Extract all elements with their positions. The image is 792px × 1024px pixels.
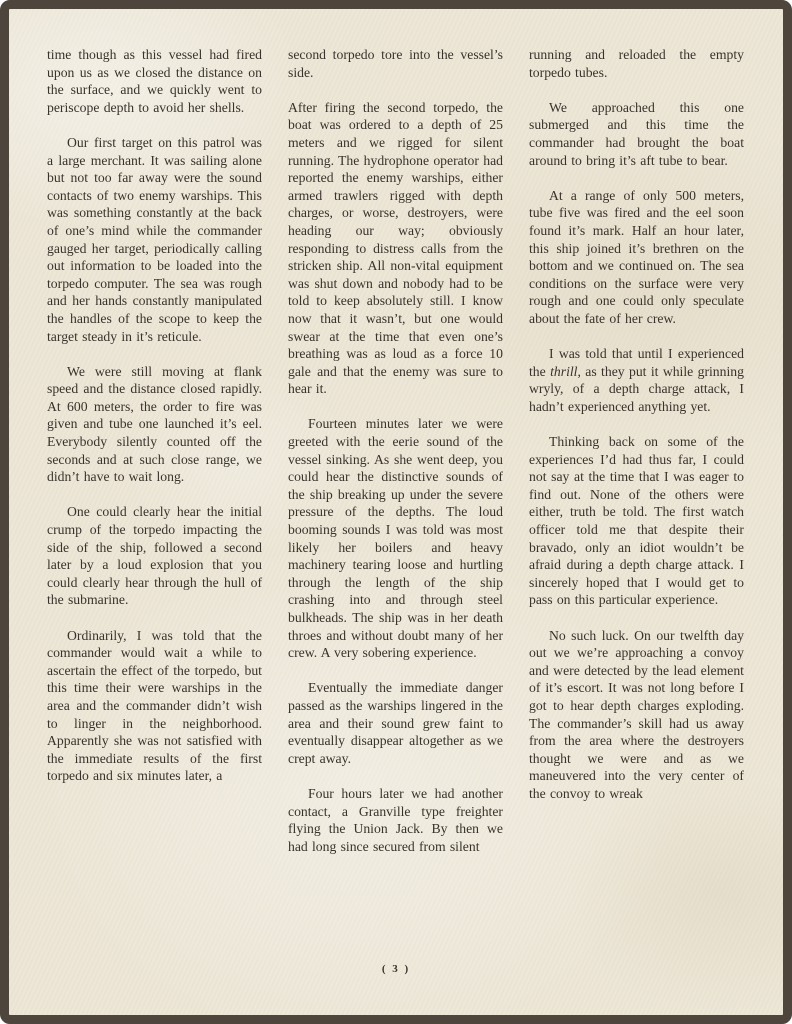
text-column-2 (288, 46, 503, 873)
paragraph: I was told that until I experienced the thrill, as they put it while grinning wryly, of a depth charge attack, I hadn’t experienced anything yet. (529, 346, 744, 414)
paragraph: We were still moving at flank speed and the distance closed rapidly. At 600 meters, the order to fire was given and tube one launched it’s eel. Everybody silently counted off the seconds and at such close range, we didn’t have to wait long. (47, 363, 262, 485)
text-column-1 (47, 46, 262, 873)
paragraph: second torpedo tore into the vessel’s side. (288, 47, 503, 80)
paragraph: running and reloaded the empty torpedo tubes. (529, 47, 744, 80)
text-column-3 (529, 46, 744, 873)
page-content (9, 9, 783, 1015)
paragraph: time though as this vessel had fired upon us as we closed the distance on the surface, and we quickly went to periscope depth to avoid her shells. (47, 47, 262, 115)
paragraph: One could clearly hear the initial crump of the torpedo impacting the side of the ship, followed a second later by a loud explosion that you could clearly hear through the hull of the submarine. (47, 504, 262, 608)
paragraph: At a range of only 500 meters, tube five was fired and the eel soon found it’s mark. Half an hour later, this ship joined it’s brethren on the bottom and we continued on. The sea conditions on the surface were very rough and one could only speculate about the fate of her crew. (529, 187, 744, 326)
paragraph: After firing the second torpedo, the boat was ordered to a depth of 25 meters and we rigged for silent running. The hydrophone operator had reported the enemy warships, either armed trawlers rigged with depth charges, or worse, destroyers, were heading our way; obviously responding to distress calls from the stricken ship. All non-vital equipment was shut down and nobody had to be told to keep absolutely still. I know now that it wasn’t, but one would swear at the time that even one’s breathing was as loud as a force 10 gale and that the enemy was sure to hear it. (288, 99, 503, 397)
paragraph: Eventually the immediate danger passed as the warships lingered in the area and their sound grew faint to eventually disappear altogether as we crept away. (288, 680, 503, 766)
paragraph: Our first target on this patrol was a large merchant. It was sailing alone but not too far away were the sound contacts of two enemy warships. This was something constantly at the back of one’s mind while the commander gauged her target, periodically calling out information to be loaded into the torpedo computer. The sea was rough and her hands constantly manipulated the handles of the scope to keep the target steady in it’s reticule. (47, 134, 262, 344)
paragraph: We approached this one submerged and this time the commander had brought the boat around to bring it’s aft tube to bear. (529, 99, 744, 168)
text-columns (47, 46, 745, 873)
paragraph: Four hours later we had another contact, a Granville type freighter flying the Union Jack. By then we had long since secured from silent (288, 785, 503, 854)
italic-text: thrill (550, 363, 578, 379)
paragraph: Fourteen minutes later we were greeted with the eerie sound of the vessel sinking. As she went deep, you could hear the distinctive sounds of the ship breaking up under the severe pressure of the depths. The loud booming sounds I was told was most likely her boilers and heavy machinery tearing loose and hurtling through the length of the ship crashing into and through steel bulkheads. The ship was in her death throes and without doubt many of her crew. A very sobering experience. (288, 416, 503, 661)
paragraph: Ordinarily, I was told that the commander would wait a while to ascertain the effect of the torpedo, but this time their were warships in the area and the commander didn’t wish to linger in the neighborhood. Apparently she was not satisfied with the immediate results of the first torpedo and six minutes later, a (47, 627, 262, 784)
paragraph: No such luck. On our twelfth day out we we’re approaching a convoy and were detected by the lead element of it’s escort. It was not long before I got to hear depth charges exploding. The commander’s skill had us away from the area where the destroyers thought we were and as we maneuvered into the very center of the convoy to wreak (529, 627, 744, 801)
paragraph: Thinking back on some of the experiences I’d had thus far, I could not say at the time that I was eager to find out. None of the others were either, truth be told. The first watch officer told me that despite their bravado, only an idiot wouldn’t be afraid during a depth charge attack. I sincerely hoped that I would get to pass on this particular experience. (529, 434, 744, 608)
page-number: ( 3 ) (381, 963, 411, 975)
